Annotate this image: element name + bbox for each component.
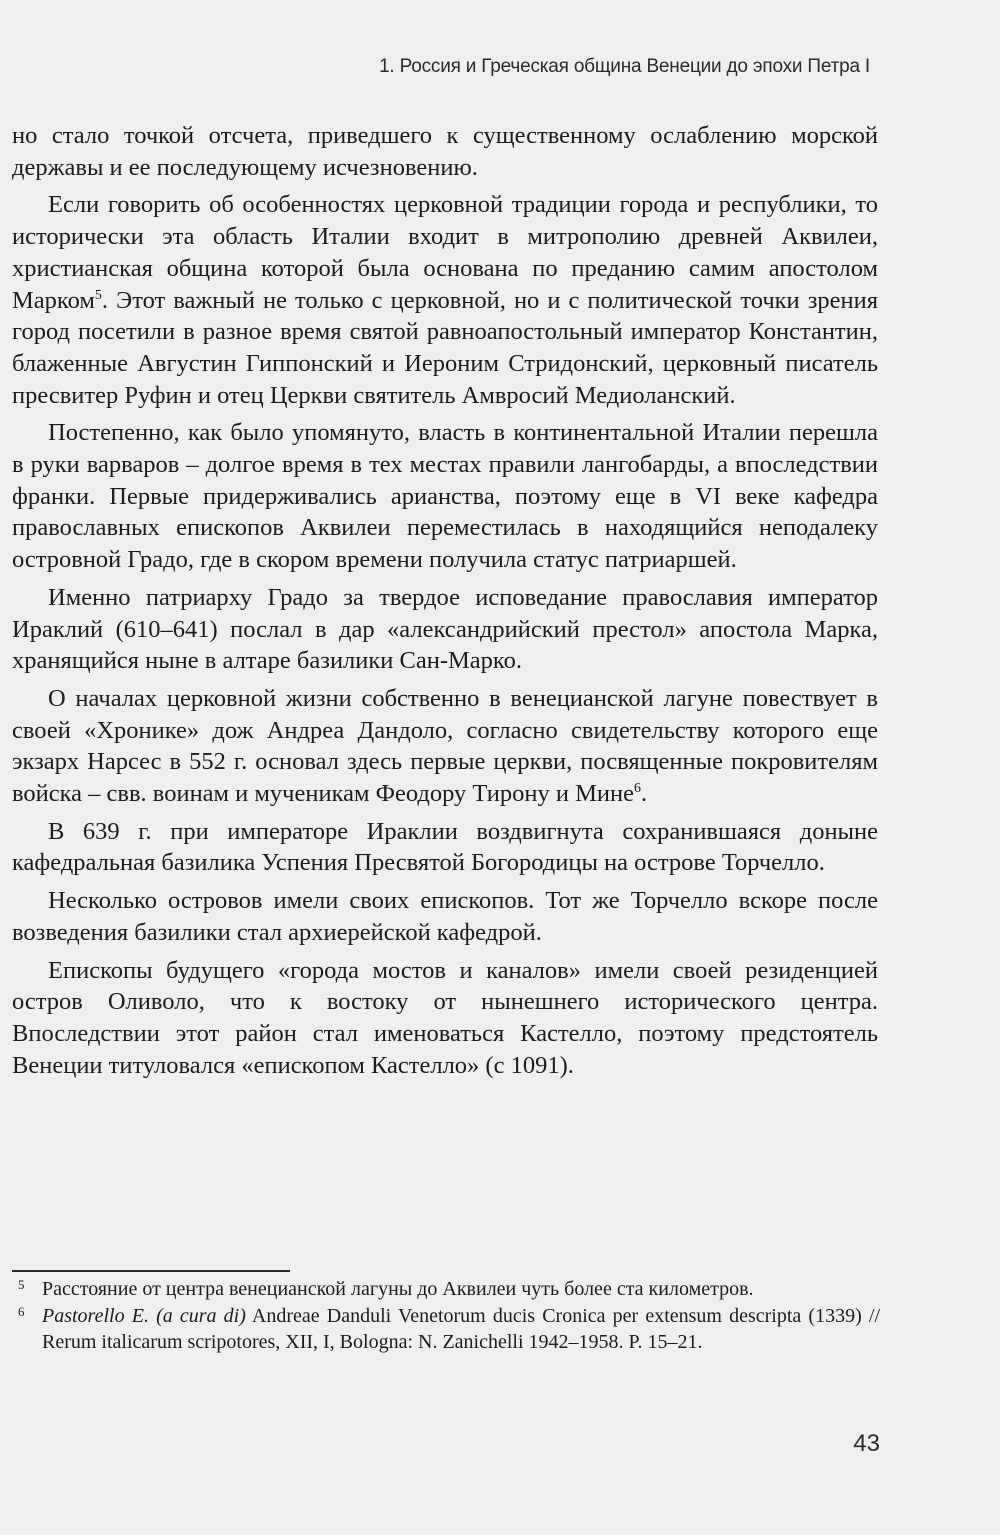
paragraph: Епископы будущего «города мостов и каналов» имели своей резиденцией остров Оливоло, что к востоку от нынешнего исторического центра. Впоследствии этот район стал именоваться Кастелло, поэтому предстоятель Венеции титуловался «епископом Кастелло» (с 1091). xyxy=(12,956,878,1079)
footnote-ref[interactable]: 6 xyxy=(634,780,641,796)
paragraph-text: . Этот важный не только с церковной, но и с политической точки зрения город посетили в разное время святой равноапостольный император Константин, блаженные Августин Гиппонский и Иероним Стридонский, церковный писатель пресвитер Руфин и отец Церкви святитель Амвросий Медиоланский. xyxy=(12,286,878,409)
footnote-mark: 6 xyxy=(18,1303,25,1319)
footnote-text: Расстояние от центра венецианской лагуны до Аквилеи чуть более ста километров. xyxy=(42,1278,754,1300)
paragraph xyxy=(12,189,878,411)
paragraph-text: . xyxy=(641,780,648,808)
footnote-divider xyxy=(12,1270,290,1272)
footnote-text: Andreae Danduli Venetorum ducis Cronica per extensum descripta (1339) // Rerum italicarum scripotores, XII, I, Bologna: N. Zanichelli 1942–1958. P. 15–21. xyxy=(42,1304,880,1353)
footnote xyxy=(18,1276,880,1303)
paragraph: но стало точкой отсчета, приведшего к существенному ослаблению морской державы и ее последующему исчезновению. xyxy=(12,122,878,181)
footnote xyxy=(18,1303,880,1356)
paragraph: В 639 г. при императоре Ираклии воздвигнута сохранившаяся доныне кафедральная базилика Успения Пресвятой Богородицы на острове Торчелло. xyxy=(12,817,878,877)
paragraph: Именно патриарху Градо за твердое исповедание православия император Ираклий (610–641) послал в дар «александрийский престол» апостола Марка, хранящийся ныне в алтаре базилики Сан-Марко. xyxy=(12,583,878,675)
body-text xyxy=(12,120,878,1087)
footnote-author: Pastorello E. (a cura di) xyxy=(42,1304,246,1327)
paragraph xyxy=(12,683,878,810)
footnote-ref[interactable]: 5 xyxy=(94,287,102,303)
footnotes xyxy=(18,1276,880,1356)
footnote-mark: 5 xyxy=(18,1277,25,1292)
page-number: 43 xyxy=(853,1430,880,1457)
paragraph-text: О началах церковной жизни собственно в венецианской лагуне повествует в своей «Хронике» дож Андреа Дандоло, согласно свидетельству которого еще экзарх Нарсес в 552 г. основал здесь первые церкви, посвященные покровителям войска – свв. воинам и мученикам Феодору Тирону и Мине xyxy=(12,684,878,808)
paragraph: Несколько островов имели своих епископов. Тот же Торчелло вскоре после возведения базилики стал архиерейской кафедрой. xyxy=(12,887,878,946)
running-header: 1. Россия и Греческая община Венеции до эпохи Петра I xyxy=(379,56,870,77)
paragraph-text: Если говорить об особенностях церковной традиции города и республики, то исторически эта область Италии входит в митрополию древней Аквилеи, христианская община которой была основана по преданию самим апостолом Марком xyxy=(12,191,878,314)
paragraph: Постепенно, как было упомянуто, власть в континентальной Италии перешла в руки варваров – долгое время в тех местах правили лангобарды, а впоследствии франки. Первые придерживались арианства, поэтому еще в VI веке кафедра православных епископов Аквилеи переместилась в находящийся неподалеку островной Градо, где в скором времени получила статус патриаршей. xyxy=(12,419,878,574)
